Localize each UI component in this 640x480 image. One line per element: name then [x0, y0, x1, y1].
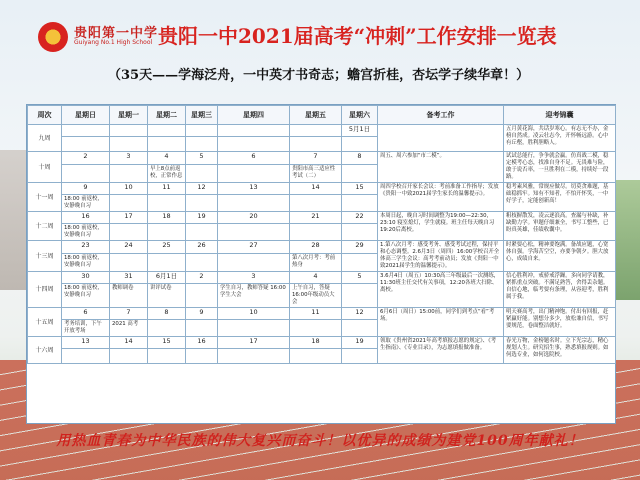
exam-tips-cell: 粗枝摒散发，凌云逐浪高。查漏与补缺，补缺勤力学。审题仔细兼全，书写工整些，已盼真英雄，佳绩收囊中。 [504, 212, 616, 241]
week-label: 十三周 [28, 241, 62, 272]
date-cell: 4 [290, 272, 342, 284]
schedule-note-cell [342, 349, 378, 364]
schedule-note-cell [186, 137, 218, 152]
schedule-note-cell: 贵阳市高三适应性考试（二） [290, 164, 342, 182]
exam-tips-cell: 春光万物，金榜题名时。立下光宗志，精心规划人生。研究招生事，熟悉填报规则。如何选专业，如何选院校。 [504, 337, 616, 364]
header [0, 0, 640, 96]
schedule-note-cell [148, 253, 186, 271]
date-cell: 9 [186, 308, 218, 320]
date-cell: 5 [186, 152, 218, 165]
date-cell: 8 [342, 152, 378, 165]
schedule-note-cell [342, 137, 378, 152]
school-name-english: Guiyang No.1 High School [74, 39, 153, 46]
date-cell: 10 [110, 183, 148, 195]
date-cell: 7 [290, 152, 342, 165]
schedule-note-cell: 18:00 前返校，安静晚自习 [62, 253, 110, 271]
schedule-note-cell: 讲评试卷 [148, 284, 186, 308]
background-building [0, 150, 28, 290]
week-label: 九周 [28, 125, 62, 152]
schedule-note-cell [110, 195, 148, 212]
date-cell: 15 [342, 183, 378, 195]
date-cell: 7 [110, 308, 148, 320]
schedule-note-cell: 2021 高考 [110, 320, 148, 337]
column-header: 星期五 [290, 106, 342, 125]
date-cell: 26 [186, 241, 218, 254]
schedule-note-cell: 第八次月考：考前热身 [290, 253, 342, 271]
prep-work-cell: 周五、周六参加“市二模”。 [378, 152, 504, 183]
table-row-dates [28, 272, 616, 284]
date-cell: 5 [342, 272, 378, 284]
column-header: 星期六 [342, 106, 378, 125]
table-row-dates [28, 308, 616, 320]
date-cell: 28 [290, 241, 342, 254]
schedule-note-cell [218, 224, 290, 241]
prep-work-cell [378, 125, 504, 152]
column-header: 星期一 [110, 106, 148, 125]
date-cell: 31 [110, 272, 148, 284]
schedule-note-cell [148, 137, 186, 152]
schedule-note-cell [110, 164, 148, 182]
date-cell: 19 [186, 212, 218, 224]
date-cell [218, 125, 290, 137]
date-cell: 8 [148, 308, 186, 320]
date-cell: 10 [218, 308, 290, 320]
page-subtitle: （35天——学海泛舟，一中英才书奇志；蟾宫折桂，杏坛学子续华章！） [108, 68, 530, 83]
date-cell: 15 [148, 337, 186, 349]
schedule-note-cell [148, 224, 186, 241]
exam-tips-cell: 明天赛高考，出门精神饱。付出有回报，赶紧赢好能。别想分多少，放松兼自信，书写要规范，卷面整洁就好。 [504, 308, 616, 337]
date-cell: 18 [290, 337, 342, 349]
date-cell [110, 125, 148, 137]
schedule-note-cell [186, 164, 218, 182]
week-label: 十六周 [28, 337, 62, 364]
date-cell [290, 125, 342, 137]
date-cell: 13 [218, 183, 290, 195]
table-row-dates [28, 241, 616, 254]
table-row-dates [28, 337, 616, 349]
column-header: 星期三 [186, 106, 218, 125]
date-cell: 11 [148, 183, 186, 195]
schedule-note-cell [342, 164, 378, 182]
schedule-note-cell [148, 320, 186, 337]
schedule-note-cell [290, 349, 342, 364]
schedule-note-cell [186, 284, 218, 308]
date-cell: 16 [186, 337, 218, 349]
column-header: 星期二 [148, 106, 186, 125]
table-header-row [28, 106, 616, 125]
table-row-dates [28, 125, 616, 137]
date-cell: 14 [290, 183, 342, 195]
schedule-note-cell [186, 349, 218, 364]
date-cell: 17 [110, 212, 148, 224]
schedule-note-cell [186, 224, 218, 241]
schedule-note-cell [148, 349, 186, 364]
schedule-note-cell: 上午自习，答疑 16:00年级动员大会 [290, 284, 342, 308]
schedule-note-cell [342, 284, 378, 308]
week-label: 十二周 [28, 212, 62, 241]
prep-work-cell: 1.第八次月考：感受考务、感受考试过程，保持平和心态调整。2.6月3日（周四）16:00学校召开全体高三学生会议：高考考前动员；发放《贵阳一中致2021届学生的温馨提示》。 [378, 241, 504, 272]
date-cell: 24 [110, 241, 148, 254]
date-cell: 22 [342, 212, 378, 224]
schedule-note-cell [148, 195, 186, 212]
date-cell: 23 [62, 241, 110, 254]
date-cell: 12 [342, 308, 378, 320]
schedule-note-cell [342, 224, 378, 241]
date-cell: 29 [342, 241, 378, 254]
schedule-note-cell: 考务培训，下午开放考场 [62, 320, 110, 337]
school-name: 贵阳第一中学 [74, 26, 159, 41]
date-cell: 2 [62, 152, 110, 165]
schedule-note-cell [186, 195, 218, 212]
table-row-dates [28, 212, 616, 224]
schedule-note-cell: 18:00 前返校，安静晚自习 [62, 284, 110, 308]
date-cell: 19 [342, 337, 378, 349]
schedule-note-cell: 18:00 前返校，安静晚自习 [62, 195, 110, 212]
schedule-note-cell: 早上8点前返校，正常作息 [148, 164, 186, 182]
date-cell [148, 125, 186, 137]
schedule-note-cell: 教师调卷 [110, 284, 148, 308]
prep-work-cell: 领取《贵州省2021年高考填报志愿的规定》、《考生指南》、《专业目录》，为志愿填报做准备。 [378, 337, 504, 364]
column-header: 备考工作 [378, 106, 504, 125]
prep-work-cell: 周四学校召开家长会议：考前准备工作指导；发放《贵阳一中致2021届学生家长的温馨提示》。 [378, 183, 504, 212]
prep-work-cell: 3.6月4日（周五）10:30高三年级最后一次测练，11:30班主任交代有关事项，12:20各班大扫除、离校。 [378, 272, 504, 308]
date-cell: 9 [62, 183, 110, 195]
date-cell: 11 [290, 308, 342, 320]
schedule-note-cell [290, 137, 342, 152]
schedule-note-cell [186, 320, 218, 337]
date-cell: 13 [62, 337, 110, 349]
column-header: 迎考锦囊 [504, 106, 616, 125]
date-cell: 16 [62, 212, 110, 224]
exam-tips-cell: 信心胜利冲，戒骄戒浮躁。多向同学请教，紧抓重点突破。不满足熟答，舍得丢杂题。自信心地，临考要有条理，从容迎考，胜利属于我。 [504, 272, 616, 308]
date-cell: 27 [218, 241, 290, 254]
page-title: 贵阳一中2021届高考“冲刺”工作安排一览表 [158, 24, 557, 48]
date-cell: 30 [62, 272, 110, 284]
footer-slogan: 用热血青春为中华民族的伟大复兴而奋斗！以优异的成绩为建党100周年献礼！ [56, 433, 584, 449]
schedule-note-cell [186, 253, 218, 271]
date-cell: 6月1日 [148, 272, 186, 284]
prep-work-cell: 6月6日（周日）15:00前，同学们到考点“看”考场。 [378, 308, 504, 337]
date-cell: 6 [62, 308, 110, 320]
week-label: 十一周 [28, 183, 62, 212]
schedule-note-cell [110, 137, 148, 152]
table-row-dates [28, 152, 616, 165]
column-header: 星期四 [218, 106, 290, 125]
schedule-note-cell [62, 164, 110, 182]
schedule-note-cell [62, 349, 110, 364]
schedule-table [27, 105, 616, 364]
schedule-note-cell [110, 349, 148, 364]
schedule-note-cell [290, 195, 342, 212]
schedule-note-cell [342, 253, 378, 271]
date-cell: 18 [148, 212, 186, 224]
prep-work-cell: 本周日起，晚自习时间调整为19:00—22:30，23:10 寝室熄灯，学生就寝。班主任每天晚自习19:20后离校。 [378, 212, 504, 241]
exam-tips-cell: 时紧要心松，精神要饱满。备战应题，心宽体自强。学海苦空空，亦要争朝夕。胆大放心，成绩自来。 [504, 241, 616, 272]
school-logo-icon [38, 22, 68, 52]
date-cell: 20 [218, 212, 290, 224]
date-cell: 3 [110, 152, 148, 165]
date-cell: 21 [290, 212, 342, 224]
week-label: 十周 [28, 152, 62, 183]
schedule-table-body [28, 125, 616, 364]
schedule-note-cell [342, 195, 378, 212]
date-cell: 2 [186, 272, 218, 284]
schedule-note-cell [218, 195, 290, 212]
date-cell: 17 [218, 337, 290, 349]
schedule-note-cell [110, 253, 148, 271]
week-label: 十四周 [28, 272, 62, 308]
schedule-note-cell [218, 137, 290, 152]
exam-tips-cell: 稳考素风雅，常规应做尽。切莫贪难题，基础稳抓牢。知有不知者，不怕开怀笑，一中好学子，定能创新高！ [504, 183, 616, 212]
date-cell: 6 [218, 152, 290, 165]
schedule-note-cell: 学生自习，教师答疑 16:00学生大会 [218, 284, 290, 308]
schedule-note-cell [290, 224, 342, 241]
schedule-note-cell [218, 320, 290, 337]
schedule-note-cell [290, 320, 342, 337]
exam-tips-cell: 试试总能行，争争就会赢。仿真战二模，稳定模考心态，找准自身不足。无畏难与险，敢于说否率，一旦胜利在二模，持续好一段路。 [504, 152, 616, 183]
schedule-note-cell [218, 253, 290, 271]
schedule-note-cell [218, 349, 290, 364]
date-cell: 5月1日 [342, 125, 378, 137]
date-cell: 3 [218, 272, 290, 284]
date-cell: 12 [186, 183, 218, 195]
schedule-note-cell: 18:00 前返校，安静晚自习 [62, 224, 110, 241]
date-cell [62, 125, 110, 137]
schedule-note-cell [218, 164, 290, 182]
table-row-dates [28, 183, 616, 195]
schedule-table-container [26, 104, 616, 424]
date-cell: 4 [148, 152, 186, 165]
schedule-note-cell [342, 320, 378, 337]
column-header: 周次 [28, 106, 62, 125]
week-label: 十五周 [28, 308, 62, 337]
date-cell: 14 [110, 337, 148, 349]
schedule-note-cell [110, 224, 148, 241]
schedule-note-cell [62, 137, 110, 152]
date-cell [186, 125, 218, 137]
date-cell: 25 [148, 241, 186, 254]
exam-tips-cell: 五月黄花海，共话岁寒心。有志无不办，金榜自然成。凌云壮志今，开怀畅远游。心中有丘壑，胜利胆略人。 [504, 125, 616, 152]
column-header: 星期日 [62, 106, 110, 125]
